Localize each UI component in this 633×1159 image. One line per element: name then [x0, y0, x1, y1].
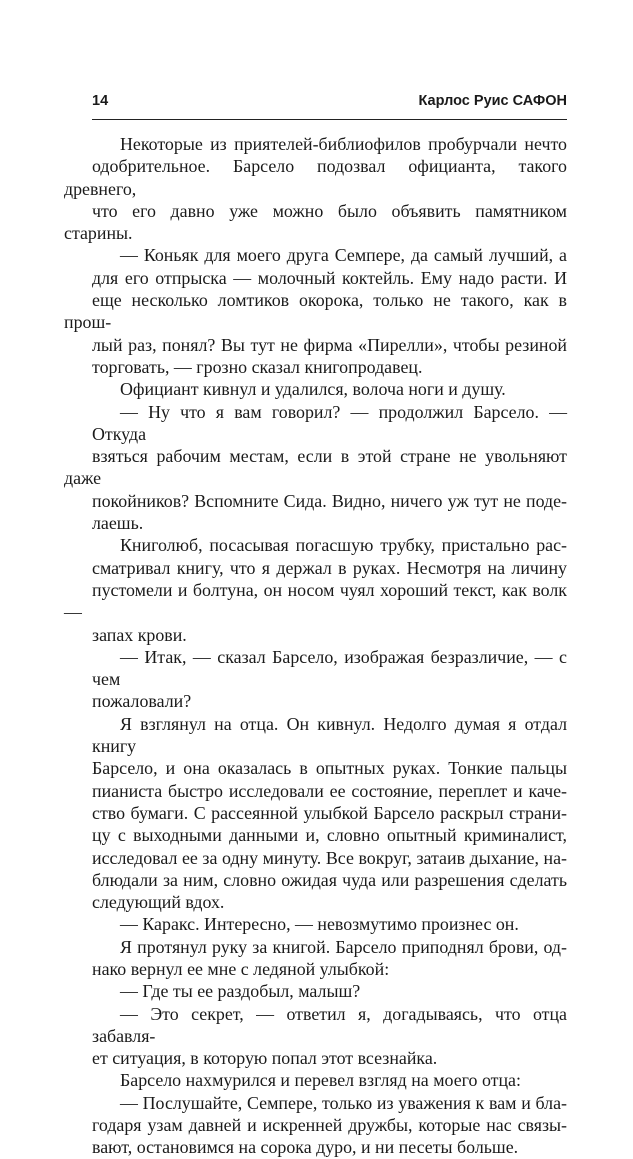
- text-line: пустомели и болтуна, он носом чуял хороший текст, как волк —: [64, 579, 567, 623]
- text-line: Я взглянул на отца. Он кивнул. Недолго думая я отдал книгу: [92, 713, 567, 757]
- text-line: Некоторые из приятелей-библиофилов пробурчали нечто: [120, 134, 567, 154]
- text-line: одобрительное. Барсело подозвал официанта, такого древнего,: [64, 156, 567, 199]
- page-header: [92, 93, 567, 120]
- text-line: — Каракс. Интересно, — невозмутимо произнес он.: [120, 914, 519, 935]
- text-line: ство бумаги. С рассеянной улыбкой Барсело раскрыл страни-: [92, 802, 567, 823]
- text-line: Барсело нахмурился и перевел взгляд на моего отца:: [120, 1070, 521, 1091]
- text-line: исследовал ее за одну минуту. Все вокруг, затаив дыхание, на-: [92, 847, 567, 868]
- paragraph: [92, 1003, 567, 1070]
- text-line: Книголюб, посасывая погасшую трубку, пристально рас-: [120, 535, 567, 556]
- paragraph: [92, 378, 567, 400]
- paragraph: [92, 913, 567, 935]
- text-line: покойников? Вспомните Сида. Видно, ничего уж тут не поде-: [92, 490, 567, 511]
- text-line: еще несколько ломтиков окорока, только не такого, как в прош-: [64, 290, 567, 333]
- paragraph: [92, 713, 567, 914]
- text-line: Я протянул руку за книгой. Барсело приподнял брови, од-: [120, 936, 567, 957]
- text-line: — Послушайте, Семпере, только из уважения к вам и бла-: [120, 1092, 567, 1113]
- text-line: блюдали за ним, словно ожидая чуда или разрешения сделать: [92, 869, 567, 890]
- text-line: что его давно уже можно было объявить памятником старины.: [64, 200, 567, 244]
- text-line: следующий вдох.: [92, 892, 225, 913]
- text-line: — Где ты ее раздобыл, малыш?: [120, 981, 361, 1002]
- text-line: цу с выходными данными и, словно опытный криминалист,: [92, 825, 567, 846]
- text-line: лый раз, понял? Вы тут не фирма «Пирелли», чтобы резиной: [92, 334, 567, 355]
- paragraph: [64, 401, 567, 535]
- text-line: — Итак, — сказал Барсело, изображая безразличие, — с чем: [92, 646, 567, 690]
- paragraph: [92, 1092, 567, 1159]
- text-line: Барсело, и она оказалась в опытных руках. Тонкие пальцы: [92, 758, 567, 779]
- body-text: [64, 133, 567, 1159]
- running-head: Карлос Руис САФОН: [418, 93, 567, 109]
- paragraph: [92, 1069, 567, 1091]
- text-line: сматривал книгу, что я держал в руках. Несмотря на личину: [92, 557, 567, 578]
- text-line: запах крови.: [92, 624, 187, 645]
- text-line: годаря узам давней и искренней дружбы, которые нас связы-: [92, 1115, 567, 1136]
- text-line: взяться рабочим местам, если в этой стране не увольняют даже: [64, 446, 567, 489]
- text-line: лаешь.: [92, 513, 144, 534]
- paragraph: [92, 980, 567, 1002]
- page-number: 14: [92, 93, 109, 109]
- text-line: вают, остановимся на сорока дуро, и ни песеты больше.: [92, 1137, 519, 1158]
- text-line: нако вернул ее мне с ледяной улыбкой:: [92, 958, 390, 979]
- text-line: — Коньяк для моего друга Семпере, да самый лучший, а: [120, 245, 567, 266]
- text-line: Официант кивнул и удалился, волоча ноги и душу.: [120, 379, 506, 400]
- text-line: для его отпрыска — молочный коктейль. Ему надо расти. И: [92, 267, 567, 288]
- paragraph: [92, 646, 567, 713]
- paragraph: [92, 936, 567, 981]
- text-line: — Ну что я вам говорил? — продолжил Барсело. — Откуда: [92, 401, 567, 444]
- text-line: — Это секрет, — ответил я, догадываясь, что отца забавля-: [92, 1003, 567, 1046]
- paragraph: [64, 244, 567, 378]
- text-line: пианиста быстро исследовали ее состояние, переплет и каче-: [92, 780, 567, 801]
- text-line: торговать, — грозно сказал книгопродавец.: [92, 356, 423, 377]
- text-line: пожаловали?: [92, 691, 192, 712]
- paragraph: [64, 133, 567, 244]
- paragraph: [64, 534, 567, 645]
- text-line: ет ситуация, в которую попал этот всезнайка.: [92, 1048, 438, 1069]
